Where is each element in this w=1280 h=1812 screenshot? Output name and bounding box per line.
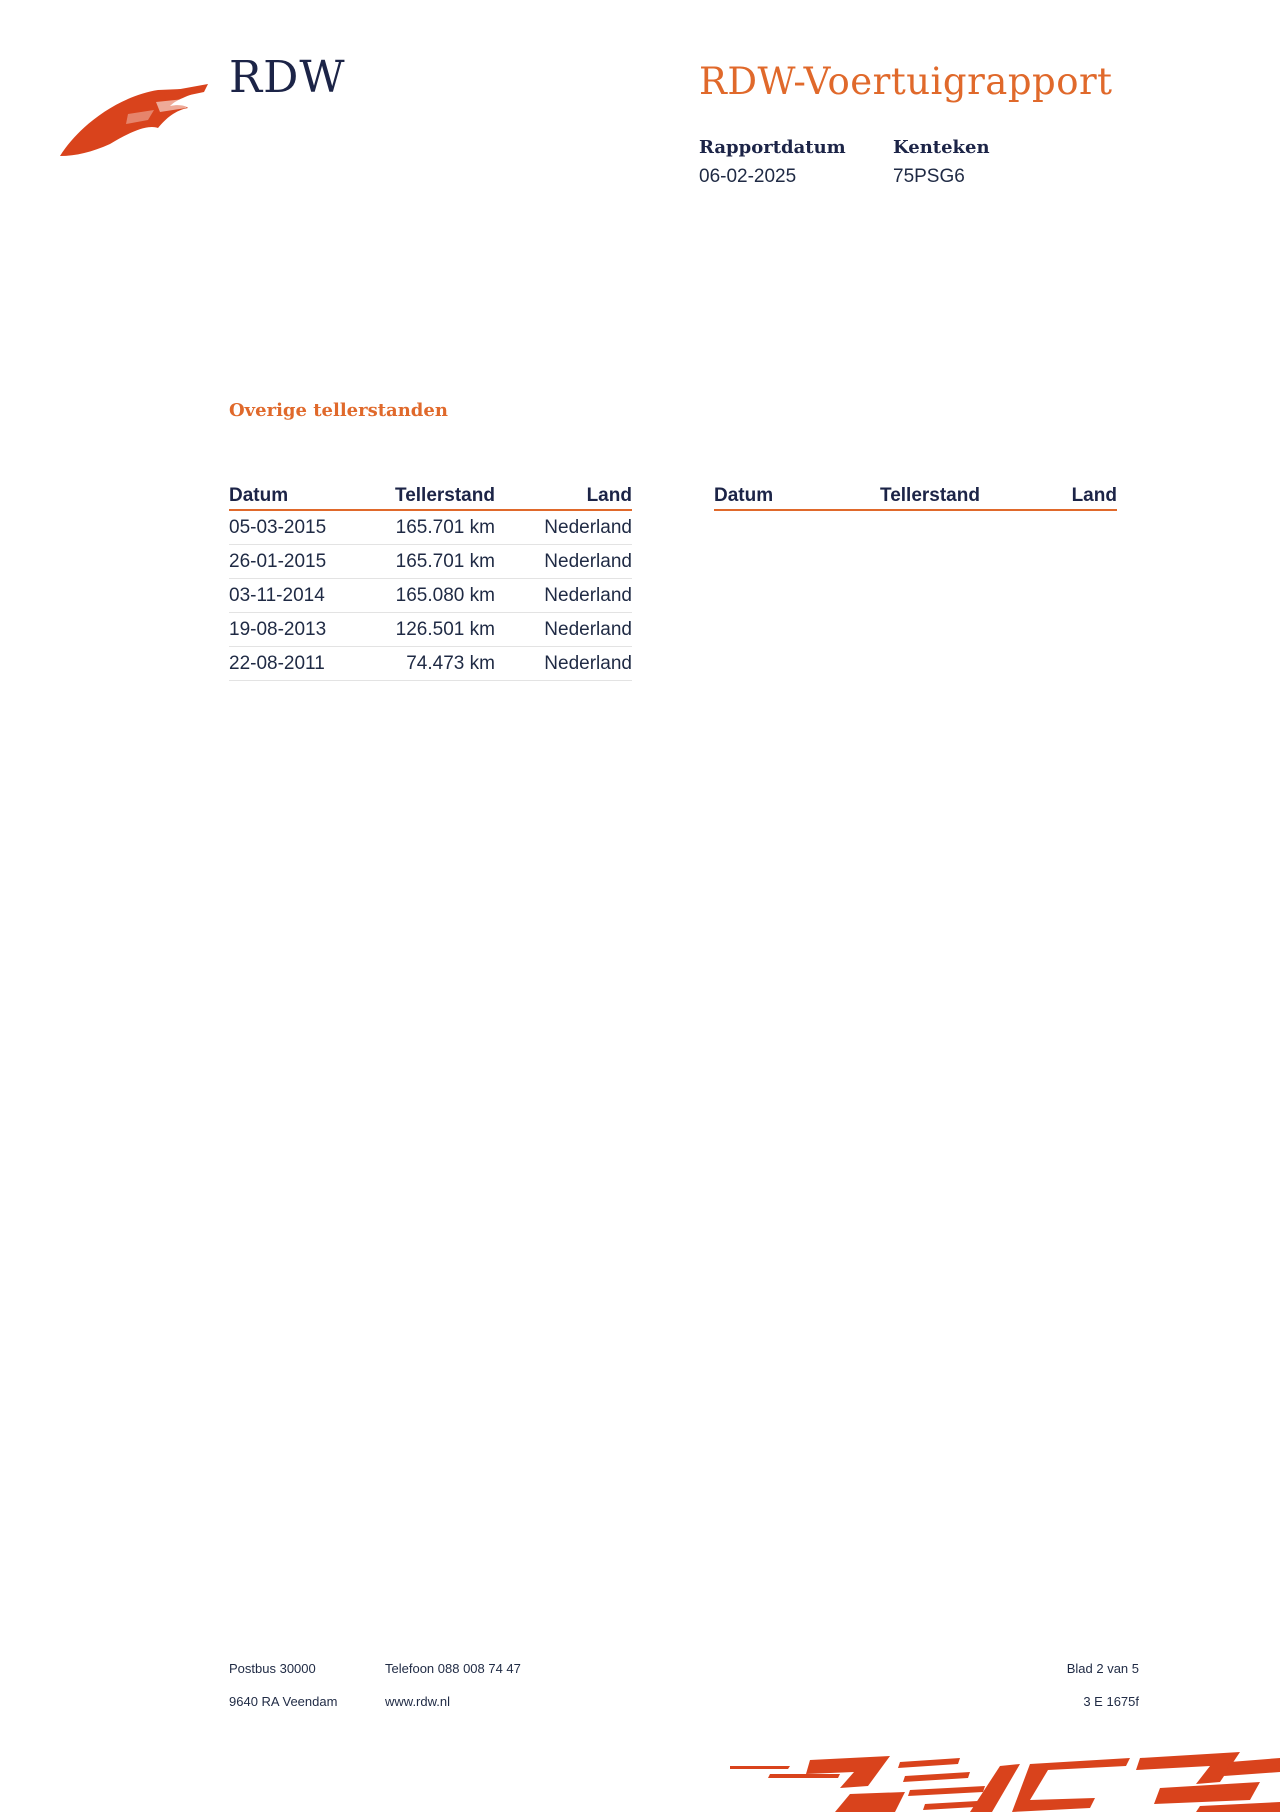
cell-date: 19-08-2013 <box>229 613 395 647</box>
cell-country: Nederland <box>495 613 632 647</box>
table-header-row <box>229 481 632 510</box>
column-header-date: Datum <box>229 481 395 510</box>
cell-country: Nederland <box>495 545 632 579</box>
rdw-logo-text: RDW <box>229 52 346 103</box>
cell-country: Nederland <box>495 510 632 545</box>
footer-stripes-icon <box>730 1742 1280 1812</box>
section-title: Overige tellerstanden <box>229 400 448 421</box>
table-row <box>229 545 632 579</box>
report-date-label: Rapportdatum <box>699 137 846 158</box>
cell-date: 26-01-2015 <box>229 545 395 579</box>
table-header-row <box>714 481 1117 510</box>
footer-website[interactable]: www.rdw.nl <box>385 1694 451 1709</box>
table-row <box>229 613 632 647</box>
odometer-table-right <box>714 481 1117 511</box>
footer-phone: Telefoon 088 008 74 47 <box>385 1661 521 1676</box>
cell-odometer: 165.080 km <box>395 579 495 613</box>
footer-postbus: Postbus 30000 <box>229 1661 316 1676</box>
cell-odometer: 74.473 km <box>395 647 495 681</box>
plate-label: Kenteken <box>893 137 990 158</box>
footer-document-code: 3 E 1675f <box>1083 1694 1139 1709</box>
cell-country: Nederland <box>495 579 632 613</box>
rdw-logo-icon <box>58 80 210 162</box>
cell-date: 22-08-2011 <box>229 647 395 681</box>
table-row <box>229 647 632 681</box>
report-date-value: 06-02-2025 <box>699 166 797 187</box>
cell-odometer: 126.501 km <box>395 613 495 647</box>
cell-date: 05-03-2015 <box>229 510 395 545</box>
footer-page-number: Blad 2 van 5 <box>1066 1661 1139 1676</box>
odometer-table-left <box>229 481 632 681</box>
cell-country: Nederland <box>495 647 632 681</box>
column-header-odometer: Tellerstand <box>880 481 980 510</box>
column-header-country: Land <box>495 481 632 510</box>
plate-value: 75PSG6 <box>893 166 965 187</box>
column-header-odometer: Tellerstand <box>395 481 495 510</box>
report-title: RDW-Voertuigrapport <box>699 60 1113 103</box>
column-header-country: Land <box>980 481 1117 510</box>
footer-city: 9640 RA Veendam <box>229 1694 338 1709</box>
table-row <box>229 510 632 545</box>
cell-odometer: 165.701 km <box>395 545 495 579</box>
cell-date: 03-11-2014 <box>229 579 395 613</box>
cell-odometer: 165.701 km <box>395 510 495 545</box>
column-header-date: Datum <box>714 481 880 510</box>
table-row <box>229 579 632 613</box>
